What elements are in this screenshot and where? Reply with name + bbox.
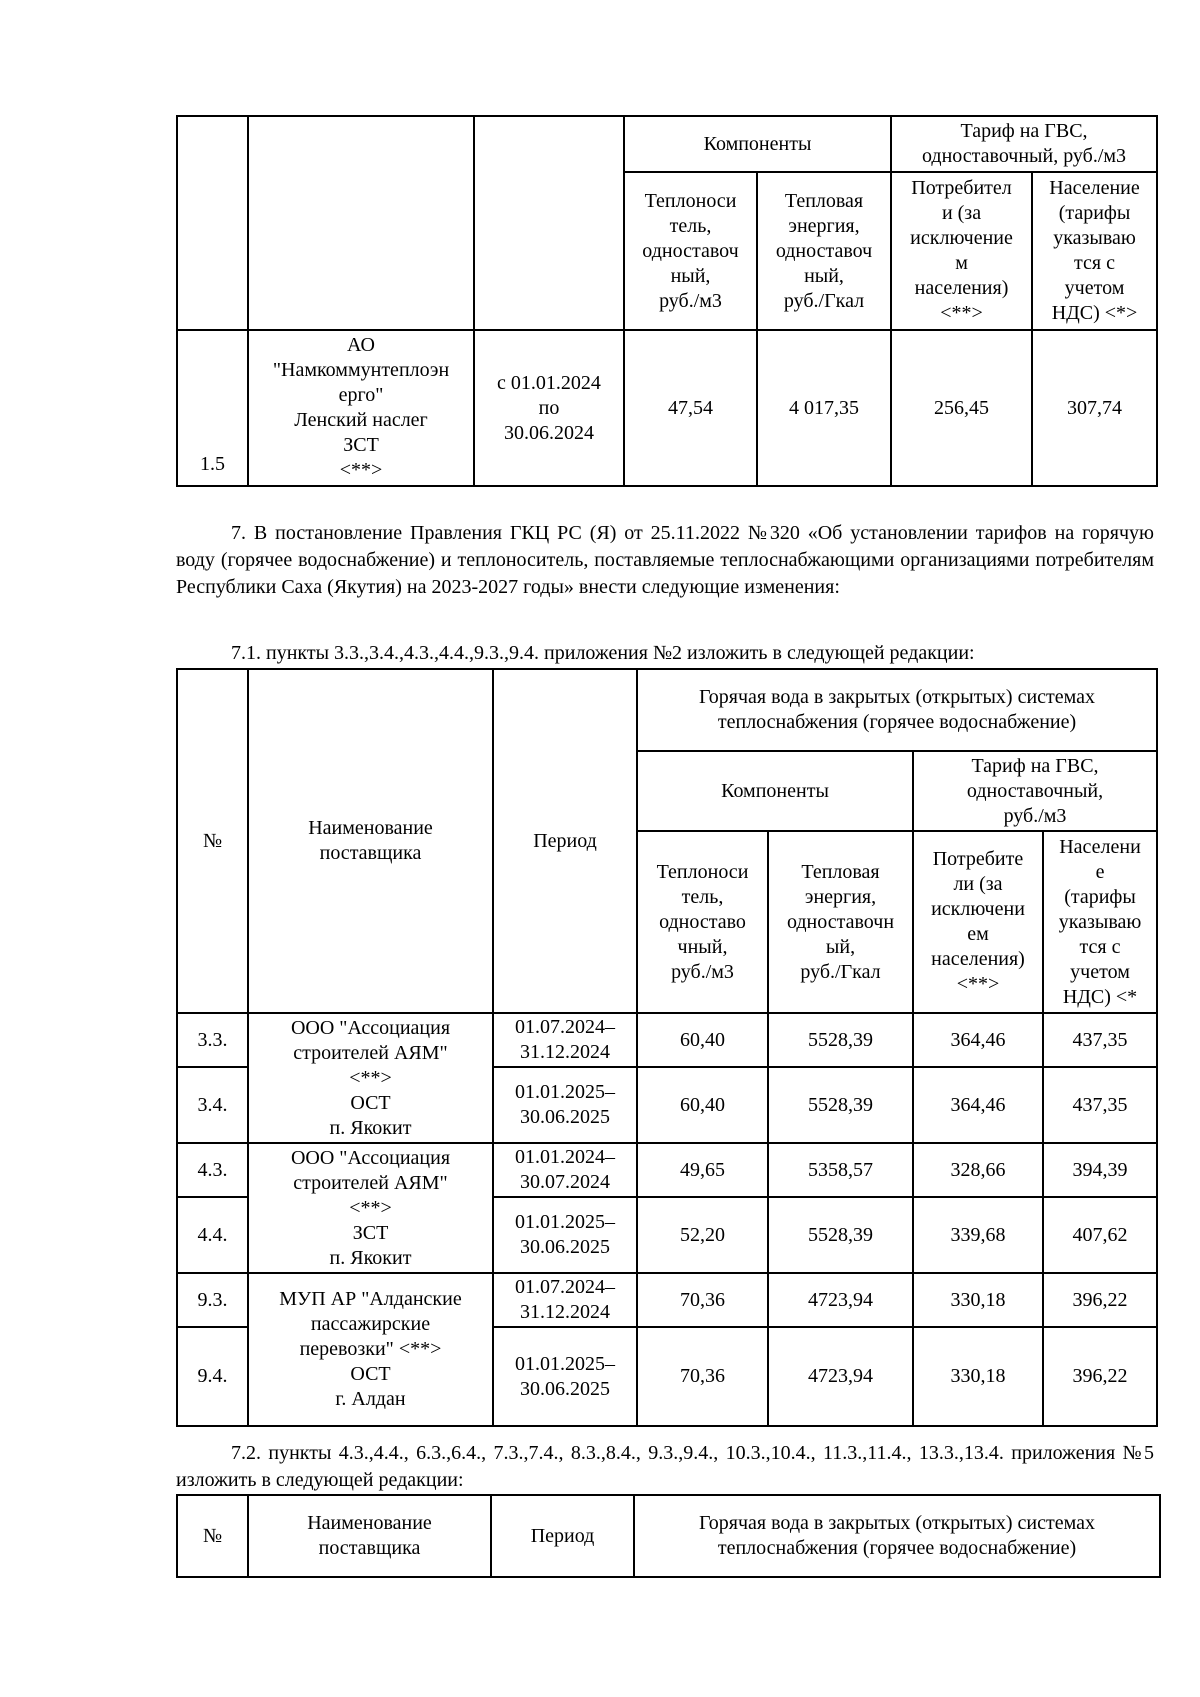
heat-energy-value: 5358,57 [768, 1143, 913, 1197]
table-row [177, 1013, 1157, 1067]
table-row [177, 1143, 1157, 1197]
heat-carrier-value: 47,54 [624, 330, 757, 486]
table2-header-consumers: Потребите ли (за исключени ем населения) <**> [913, 831, 1043, 1013]
tariff-table-3 [176, 1494, 1161, 1578]
population-value: 396,22 [1043, 1273, 1157, 1327]
table2-header-components: Компоненты [637, 751, 913, 831]
consumers-value: 364,46 [913, 1067, 1043, 1143]
table1-header-consumers: Потребител и (за исключение м населения) <**> [891, 172, 1032, 330]
row-number: 4.3. [177, 1143, 248, 1197]
paragraph-7: 7. В постановление Правления ГКЦ РС (Я) от 25.11.2022 №320 «Об установлении тарифов на горячую воду (горячее водоснабжение) и теплоноситель, поставляемые теплоснабжающими организациями потребителям Республики Саха (Якутия) на 2023-2027 годы» внести следующие изменения: [176, 522, 1154, 598]
supplier-name: МУП АР "Алданские пассажирские перевозки" <**> ОСТ г. Алдан [248, 1273, 493, 1426]
table2-header-population: Населени е (тарифы указываю тся с учетом НДС) <* [1043, 831, 1157, 1013]
table-row [177, 1273, 1157, 1327]
heat-carrier-value: 70,36 [637, 1327, 768, 1426]
table1-header-num [177, 116, 248, 330]
population-value: 394,39 [1043, 1143, 1157, 1197]
supplier-name: ООО "Ассоциация строителей АЯМ" <**> ОСТ п. Якокит [248, 1013, 493, 1143]
population-value: 437,35 [1043, 1067, 1157, 1143]
table3-header-period: Период [491, 1495, 634, 1577]
consumers-value: 256,45 [891, 330, 1032, 486]
table1-header-heat-energy: Тепловая энергия, одноставоч ный, руб./Гкал [757, 172, 891, 330]
row-number: 3.4. [177, 1067, 248, 1143]
row-number: 9.3. [177, 1273, 248, 1327]
period: 01.07.2024– 31.12.2024 [493, 1013, 637, 1067]
tariff-table-2 [176, 668, 1158, 1427]
table1-header-heat-carrier: Теплоноси тель, одноставоч ный, руб./м3 [624, 172, 757, 330]
table2-header-heat-energy: Тепловая энергия, одноставочн ый, руб./Гкал [768, 831, 913, 1013]
heat-carrier-value: 52,20 [637, 1197, 768, 1273]
table2-header-supplier: Наименование поставщика [248, 669, 493, 1013]
heat-energy-value: 5528,39 [768, 1013, 913, 1067]
row-number: 9.4. [177, 1327, 248, 1426]
period: 01.01.2025– 30.06.2025 [493, 1327, 637, 1426]
table3-header-num: № [177, 1495, 248, 1577]
consumers-value: 330,18 [913, 1327, 1043, 1426]
population-value: 407,62 [1043, 1197, 1157, 1273]
heat-energy-value: 4723,94 [768, 1273, 913, 1327]
row-number: 4.4. [177, 1197, 248, 1273]
table2-header-hot-water: Горячая вода в закрытых (открытых) системах теплоснабжения (горячее водоснабжение) [637, 669, 1157, 751]
consumers-value: 364,46 [913, 1013, 1043, 1067]
table2-header-period: Период [493, 669, 637, 1013]
table2-header-num: № [177, 669, 248, 1013]
heat-carrier-value: 60,40 [637, 1067, 768, 1143]
consumers-value: 328,66 [913, 1143, 1043, 1197]
period: с 01.01.2024 по 30.06.2024 [474, 330, 624, 486]
table1-header-tariff: Тариф на ГВС, одноставочный, руб./м3 [891, 116, 1157, 172]
consumers-value: 339,68 [913, 1197, 1043, 1273]
period: 01.01.2025– 30.06.2025 [493, 1197, 637, 1273]
heat-carrier-value: 49,65 [637, 1143, 768, 1197]
paragraph-7-1: 7.1. пункты 3.3.,3.4.,4.3.,4.4.,9.3.,9.4. приложения №2 изложить в следующей редакции: [231, 642, 975, 664]
heat-energy-value: 4 017,35 [757, 330, 891, 486]
tariff-table-1 [176, 115, 1158, 487]
table1-header-population: Население (тарифы указываю тся с учетом НДС) <*> [1032, 172, 1157, 330]
period: 01.01.2024– 30.07.2024 [493, 1143, 637, 1197]
consumers-value: 330,18 [913, 1273, 1043, 1327]
population-value: 396,22 [1043, 1327, 1157, 1426]
population-value: 437,35 [1043, 1013, 1157, 1067]
row-number: 3.3. [177, 1013, 248, 1067]
heat-energy-value: 5528,39 [768, 1197, 913, 1273]
supplier-name: АО "Намкоммунтеплоэн ерго" Ленский наслег ЗСТ <**> [248, 330, 474, 486]
heat-carrier-value: 60,40 [637, 1013, 768, 1067]
table2-header-tariff: Тариф на ГВС, одноставочный, руб./м3 [913, 751, 1157, 831]
supplier-name: ООО "Ассоциация строителей АЯМ" <**> ЗСТ п. Якокит [248, 1143, 493, 1273]
row-number: 1.5 [177, 330, 248, 486]
population-value: 307,74 [1032, 330, 1157, 486]
table1-header-supplier [248, 116, 474, 330]
heat-energy-value: 4723,94 [768, 1327, 913, 1426]
table3-header-supplier: Наименование поставщика [248, 1495, 491, 1577]
period: 01.07.2024– 31.12.2024 [493, 1273, 637, 1327]
table2-header-heat-carrier: Теплоноси тель, одноставо чный, руб./м3 [637, 831, 768, 1013]
table-row [177, 330, 1157, 486]
paragraph-7-2: 7.2. пункты 4.3.,4.4., 6.3.,6.4., 7.3.,7.4., 8.3.,8.4., 9.3.,9.4., 10.3.,10.4., 11.3.,11.4., 13.3.,13.4. приложения №5 изложить в следующей редакции: [176, 1442, 1154, 1491]
period: 01.01.2025– 30.06.2025 [493, 1067, 637, 1143]
table1-header-components: Компоненты [624, 116, 891, 172]
heat-carrier-value: 70,36 [637, 1273, 768, 1327]
table3-header-hot-water: Горячая вода в закрытых (открытых) системах теплоснабжения (горячее водоснабжение) [634, 1495, 1160, 1577]
table1-header-period [474, 116, 624, 330]
heat-energy-value: 5528,39 [768, 1067, 913, 1143]
